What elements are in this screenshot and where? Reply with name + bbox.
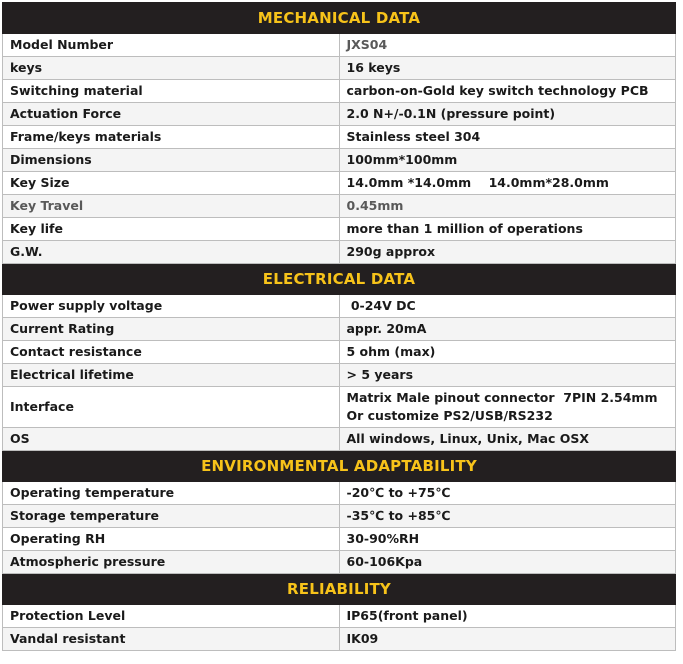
spec-row xyxy=(3,364,676,387)
spec-label: Operating temperature xyxy=(3,482,340,505)
spec-value-line: Matrix Male pinout connector 7PIN 2.54mm xyxy=(346,390,658,405)
spec-value: 0.45mm xyxy=(339,195,676,218)
spec-row xyxy=(3,628,676,651)
section-title: MECHANICAL DATA xyxy=(3,3,676,34)
spec-row xyxy=(3,605,676,628)
spec-value: 16 keys xyxy=(339,57,676,80)
section-header-electrical xyxy=(3,264,676,295)
spec-row xyxy=(3,172,676,195)
spec-value: 0-24V DC xyxy=(339,295,676,318)
spec-value: IP65(front panel) xyxy=(339,605,676,628)
spec-label: Current Rating xyxy=(3,318,340,341)
spec-row xyxy=(3,295,676,318)
spec-row xyxy=(3,318,676,341)
spec-row xyxy=(3,528,676,551)
spec-value: -20℃ to +75℃ xyxy=(339,482,676,505)
spec-label: Contact resistance xyxy=(3,341,340,364)
spec-table xyxy=(2,2,676,651)
spec-value: 2.0 N+/-0.1N (pressure point) xyxy=(339,103,676,126)
spec-value: 100mm*100mm xyxy=(339,149,676,172)
spec-row xyxy=(3,57,676,80)
spec-value: more than 1 million of operations xyxy=(339,218,676,241)
spec-value: > 5 years xyxy=(339,364,676,387)
spec-row xyxy=(3,551,676,574)
spec-value: 5 ohm (max) xyxy=(339,341,676,364)
spec-value-line: Or customize PS2/USB/RS232 xyxy=(346,408,553,423)
spec-value: 30-90%RH xyxy=(339,528,676,551)
spec-row xyxy=(3,34,676,57)
spec-sheet xyxy=(2,2,676,651)
spec-value: IK09 xyxy=(339,628,676,651)
spec-row xyxy=(3,80,676,103)
spec-label: G.W. xyxy=(3,241,340,264)
spec-label: Vandal resistant xyxy=(3,628,340,651)
section-title: ENVIRONMENTAL ADAPTABILITY xyxy=(3,451,676,482)
spec-label: Electrical lifetime xyxy=(3,364,340,387)
section-header-mechanical xyxy=(3,3,676,34)
spec-row xyxy=(3,126,676,149)
section-header-environmental xyxy=(3,451,676,482)
spec-label: Switching material xyxy=(3,80,340,103)
spec-label: Actuation Force xyxy=(3,103,340,126)
section-header-reliability xyxy=(3,574,676,605)
spec-row xyxy=(3,387,676,428)
spec-row xyxy=(3,149,676,172)
spec-row xyxy=(3,103,676,126)
spec-value: JXS04 xyxy=(339,34,676,57)
spec-label: Frame/keys materials xyxy=(3,126,340,149)
spec-value: carbon-on-Gold key switch technology PCB xyxy=(339,80,676,103)
spec-label: Dimensions xyxy=(3,149,340,172)
spec-label: Key Travel xyxy=(3,195,340,218)
spec-value: 290g approx xyxy=(339,241,676,264)
spec-value: 60-106Kpa xyxy=(339,551,676,574)
spec-value: -35℃ to +85℃ xyxy=(339,505,676,528)
section-title: ELECTRICAL DATA xyxy=(3,264,676,295)
section-title: RELIABILITY xyxy=(3,574,676,605)
spec-label: Interface xyxy=(3,387,340,428)
spec-row xyxy=(3,428,676,451)
spec-row xyxy=(3,505,676,528)
spec-label: Model Number xyxy=(3,34,340,57)
spec-row xyxy=(3,218,676,241)
spec-value: appr. 20mA xyxy=(339,318,676,341)
spec-row xyxy=(3,195,676,218)
spec-value: 14.0mm *14.0mm 14.0mm*28.0mm xyxy=(339,172,676,195)
spec-label: keys xyxy=(3,57,340,80)
spec-label: Operating RH xyxy=(3,528,340,551)
spec-value: Stainless steel 304 xyxy=(339,126,676,149)
spec-label: Storage temperature xyxy=(3,505,340,528)
spec-value: All windows, Linux, Unix, Mac OSX xyxy=(339,428,676,451)
spec-row xyxy=(3,482,676,505)
spec-label: OS xyxy=(3,428,340,451)
spec-row xyxy=(3,341,676,364)
spec-row xyxy=(3,241,676,264)
spec-label: Protection Level xyxy=(3,605,340,628)
spec-value xyxy=(339,387,676,428)
spec-label: Key Size xyxy=(3,172,340,195)
spec-label: Power supply voltage xyxy=(3,295,340,318)
spec-label: Key life xyxy=(3,218,340,241)
spec-label: Atmospheric pressure xyxy=(3,551,340,574)
